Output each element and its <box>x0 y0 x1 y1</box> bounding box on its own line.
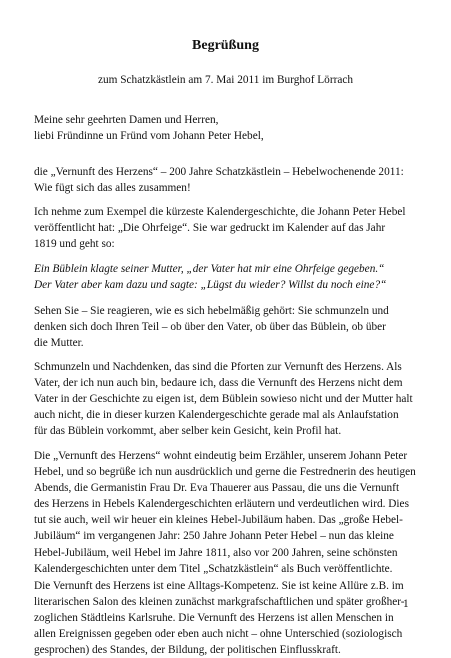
ohrfeige-quote <box>34 261 409 293</box>
exempel-paragraph <box>34 204 409 252</box>
paragraph-line: Die „Vernunft des Herzens“ wohnt eindeutig beim Erzähler, unserem Johann Peter <box>34 450 408 462</box>
alltags-paragraph <box>34 578 409 658</box>
erzaehler-paragraph <box>34 448 416 577</box>
paragraph-line: Vater in der Geschichte zu eigen ist, dem Büblein sowieso nicht und der Mutter halt <box>34 393 413 406</box>
paragraph-line: denken sich doch Ihren Teil – ob über den Vater, ob über das Büblein, ob über <box>34 321 386 334</box>
paragraph-line: gesprochen) des Standes, der Bildung, der politischen Einflusskraft. <box>34 644 341 657</box>
paragraph-line: Jubiläum“ im vergangenen Jahr: 250 Jahre Johann Peter Hebel – nun das kleine <box>34 530 394 543</box>
paragraph-line: für das Büblein vorkommt, aber selber kein Gesicht, kein Profil hat. <box>34 425 342 438</box>
quote-line: Ein Büblein klagte seiner Mutter, „der Vater hat mir eine Ohrfeige gegeben.“ <box>34 263 385 275</box>
reaction-paragraph <box>34 303 409 351</box>
paragraph-line: literarischen Salon des kleinen zunächst markgrafschaftlichen und später großher- <box>34 596 405 609</box>
paragraph-line: Wie fügt sich das alles zusammen! <box>34 182 191 195</box>
salutation-paragraph <box>34 112 409 144</box>
paragraph-line: Meine sehr geehrten Damen und Herren, <box>34 114 219 126</box>
paragraph-line: auch nicht, die in dieser kurzen Kalendergeschichte gerade mal als Anlaufstation <box>34 409 399 422</box>
paragraph-line: Sehen Sie – Sie reagieren, wie es sich hebelmäßig gehört: Sie schmunzeln und <box>34 305 389 317</box>
paragraph-line: die Mutter. <box>34 337 84 350</box>
paragraph-line: die „Vernunft des Herzens“ – 200 Jahre Schatzkästlein – Hebelwochenende 2011: <box>34 166 404 178</box>
paragraph-line: Schmunzeln und Nachdenken, das sind die Pforten zur Vernunft des Herzens. Als <box>34 361 402 373</box>
paragraph-line: Abends, die Germanistin Frau Dr. Eva Thauerer aus Passau, die uns die Vernunft <box>34 482 400 495</box>
schmunzeln-paragraph <box>34 359 413 439</box>
paragraph-line: Die Vernunft des Herzens ist eine Alltags-Kompetenz. Sie ist keine Allüre z.B. im <box>34 580 404 592</box>
paragraph-line: Hebel, und so begrüße ich nun ausdrücklich und gerne die Festrednerin des heutigen <box>34 466 416 479</box>
document-title: Begrüßung <box>192 38 259 53</box>
paragraph-line: liebi Fründinne un Fründ vom Johann Peter Hebel, <box>34 130 264 143</box>
document-subtitle: zum Schatzkästlein am 7. Mai 2011 im Burghof Lörrach <box>97 74 354 86</box>
page-number: 1 <box>403 598 409 610</box>
intro-paragraph <box>34 164 409 196</box>
quote-line: Der Vater aber kam dazu und sagte: „Lügst du wieder? Willst du noch eine?“ <box>34 279 387 292</box>
paragraph-line: tut sie auch, weil wir heuer ein kleines Hebel-Jubiläum haben. Das „große Hebel- <box>34 514 403 527</box>
paragraph-line: veröffentlicht hat: „Die Ohrfeige“. Sie war gedruckt im Kalender auf das Jahr <box>34 222 386 235</box>
paragraph-line: allen Ereignissen gegeben oder eben auch nicht – ohne Unterschied (soziologisch <box>34 628 403 641</box>
paragraph-line: des Herzens in Hebels Kalendergeschichten erläutern und verdeutlichen wird. Dies <box>34 498 409 511</box>
paragraph-line: zoglichen Städtleins Karlsruhe. Die Vernunft des Herzens ist allen Menschen in <box>34 612 394 625</box>
paragraph-line: Vater, der ich nun auch bin, bedaure ich, dass die Vernunft des Herzens nicht dem <box>34 377 403 390</box>
paragraph-line: Kalendergeschichten unter dem Titel „Schatzkästlein“ als Buch veröffentlichte. <box>34 562 393 575</box>
paragraph-line: Hebel-Jubiläum, weil Hebel im Jahre 1811, also vor 200 Jahren, seine schönsten <box>34 546 398 559</box>
paragraph-line: Ich nehme zum Exempel die kürzeste Kalendergeschichte, die Johann Peter Hebel <box>34 206 406 218</box>
paragraph-line: 1819 und geht so: <box>34 238 115 251</box>
